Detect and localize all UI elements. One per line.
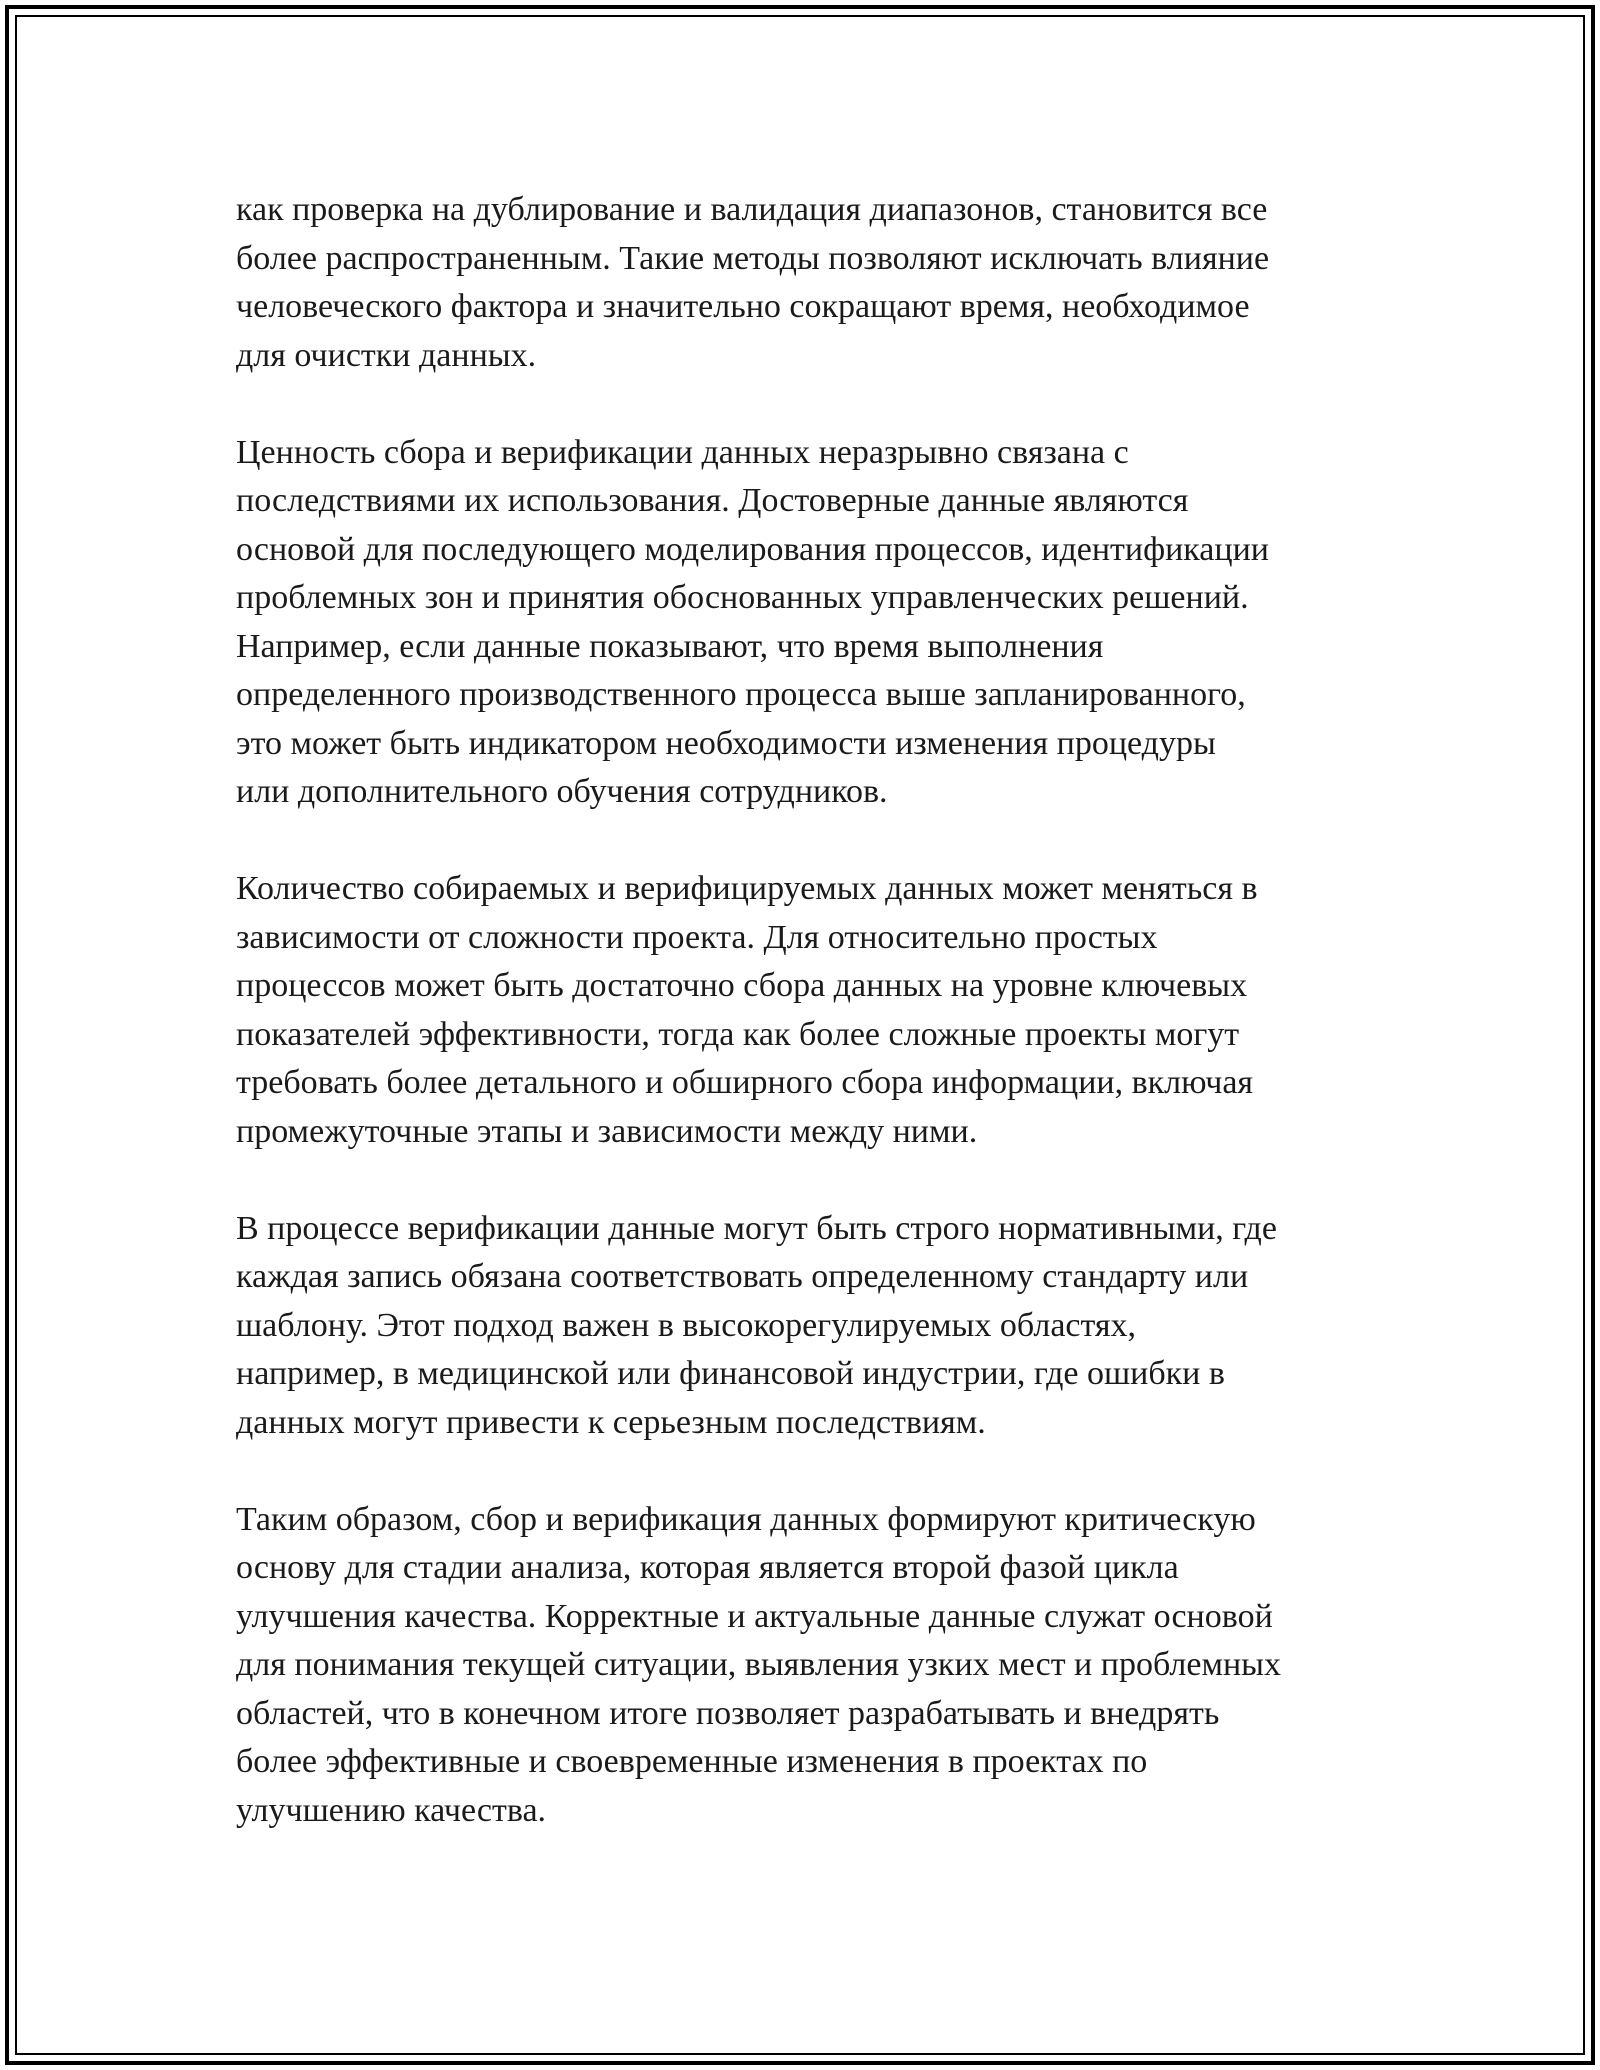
paragraph-1: как проверка на дублирование и валидация диапазонов, становится все более распространенным. Такие методы позволяют исключать влияние человеческого фактора и значительно сокращают время, необходимое для очистки данных.	[236, 191, 1270, 374]
document-body	[236, 186, 1376, 1884]
paragraph-5: Таким образом, сбор и верификация данных формируют критическую основу для стадии анализа, которая является второй фазой цикла улучшения качества. Корректные и актуальные данные служат основой для понимания текущей ситуации, выявления узких мест и проблемных областей, что в конечном итоге позволяет разрабатывать и внедрять более эффективные и своевременные изменения в проектах по улучшению качества.	[236, 1500, 1282, 1829]
paragraph-2: Ценность сбора и верификации данных неразрывно связана с последствиями их использования. Достоверные данные являются основой для последующего моделирования процессов, идентификации проблемных зон и принятия обоснованных управленческих решений. Например, если данные показывают, что время выполнения определенного производственного процесса выше запланированного, это может быть индикатором необходимости изменения процедуры или дополнительного обучения сотрудников.	[236, 433, 1269, 810]
paragraph-3: Количество собираемых и верифицируемых данных может меняться в зависимости от сложности проекта. Для относительно простых процессов может быть достаточно сбора данных на уровне ключевых показателей эффективности, тогда как более сложные проекты могут требовать более детального и обширного сбора информации, включая промежуточные этапы и зависимости между ними.	[236, 870, 1258, 1150]
paragraph-4: В процессе верификации данные могут быть строго нормативными, где каждая запись обязана соответствовать определенному стандарту или шаблону. Этот подход важен в высокорегулируемых областях, например, в медицинской или финансовой индустрии, где ошибки в данных могут привести к серьезным последствиям.	[236, 1209, 1277, 1441]
